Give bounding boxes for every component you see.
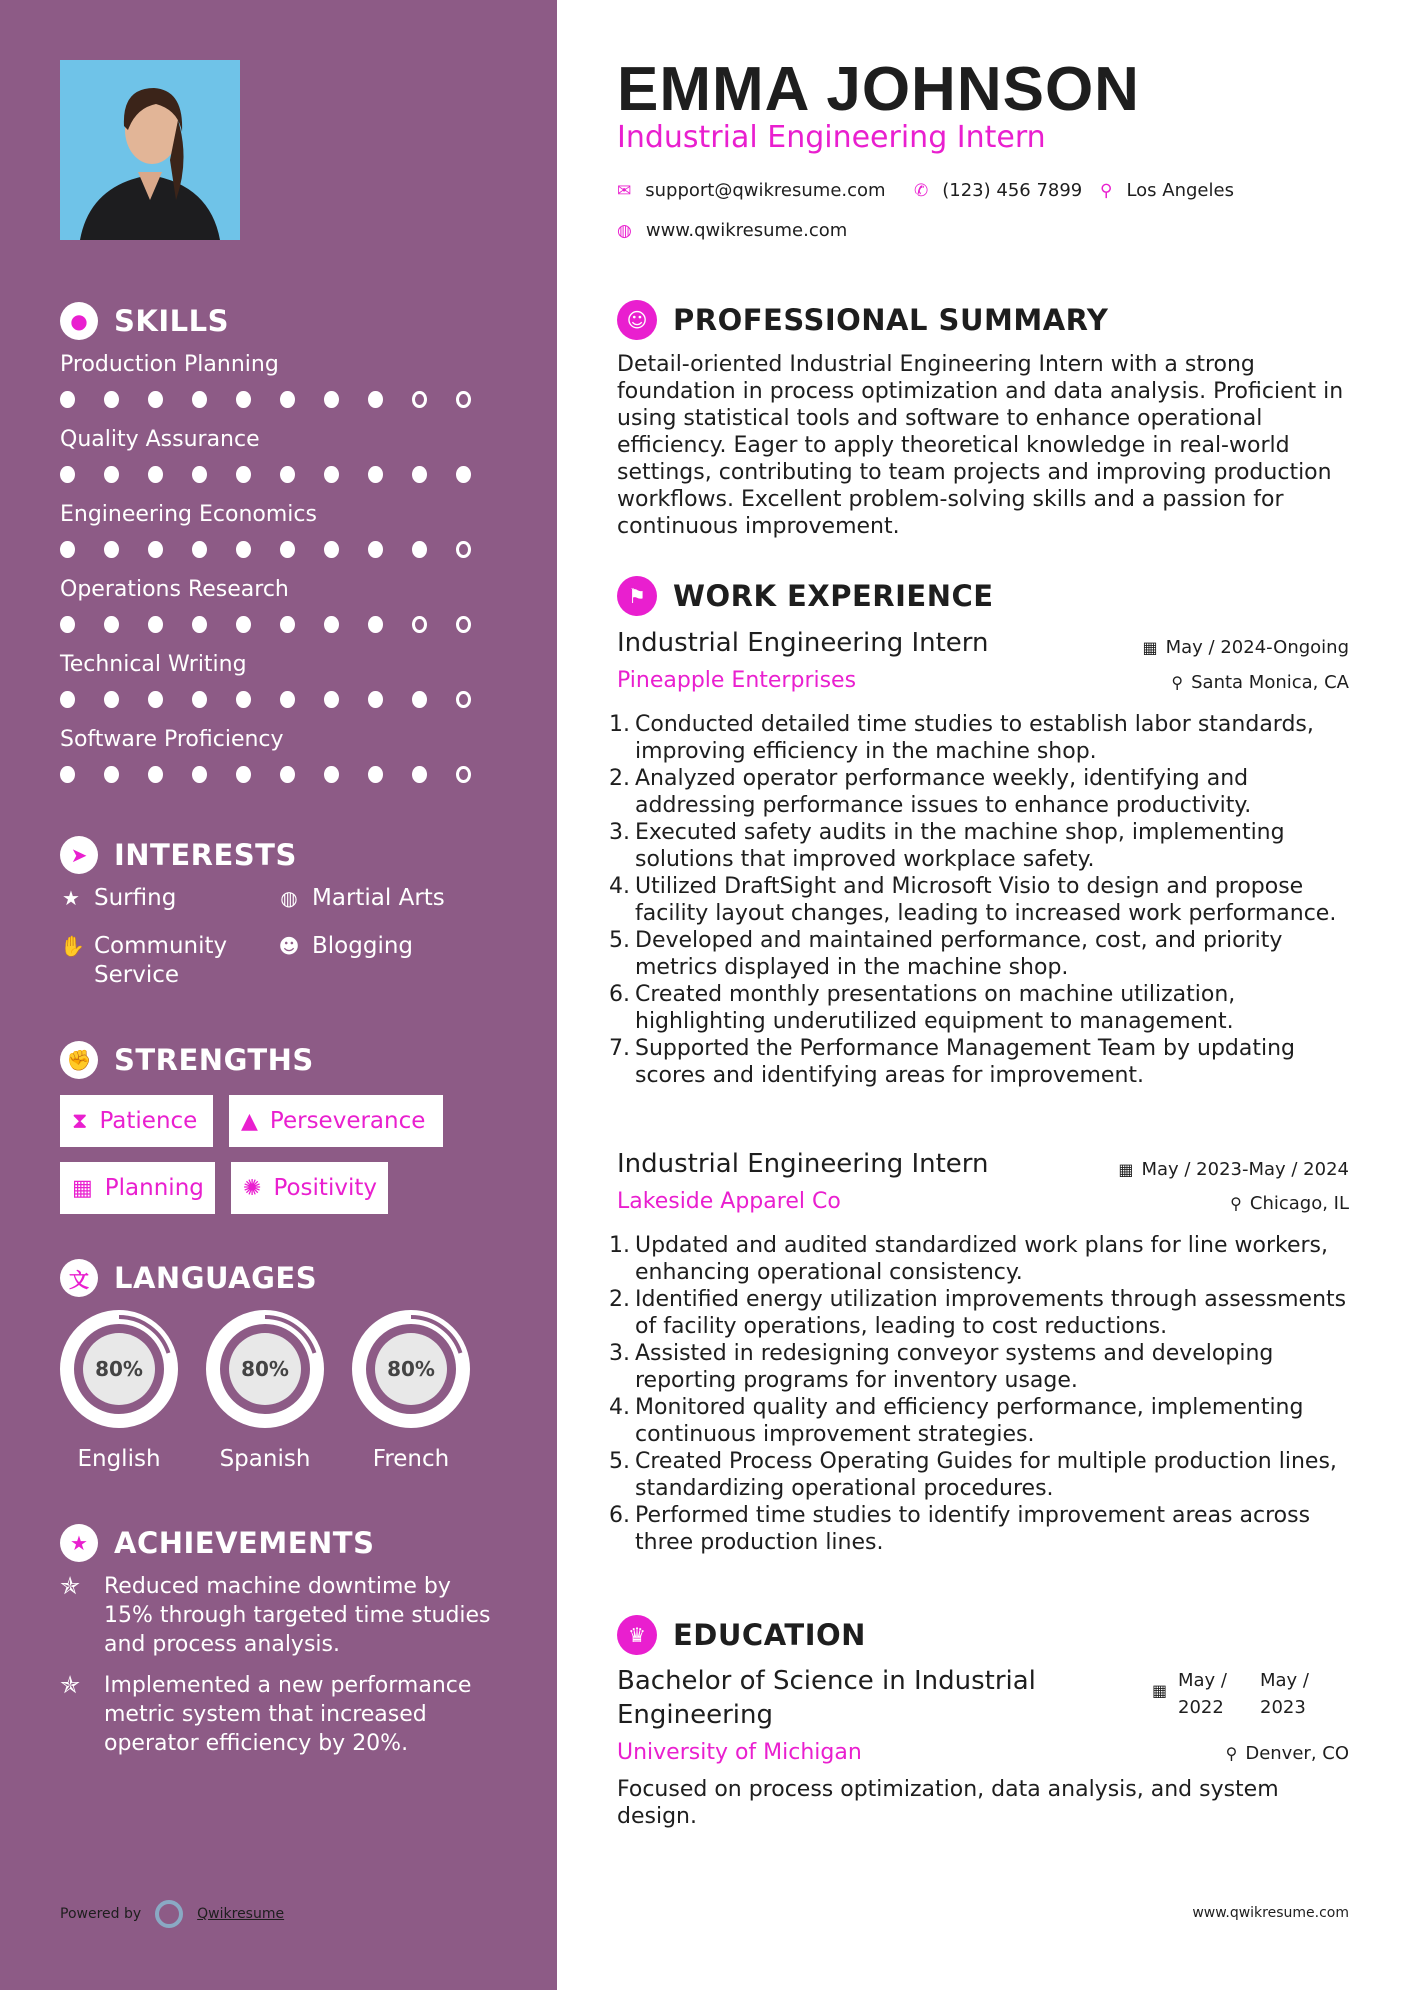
rating-dot-filled	[412, 466, 427, 483]
sidebar	[0, 0, 557, 1990]
rating-dot-filled	[104, 541, 119, 558]
interest-label: Community Service	[94, 933, 228, 988]
rating-dot-empty	[456, 766, 471, 783]
job-dates-text: May / 2024-Ongoing	[1165, 637, 1349, 658]
rating-dot-filled	[192, 541, 207, 558]
rating-dot-filled	[148, 541, 163, 558]
rating-dot-filled	[148, 466, 163, 483]
bullet-item	[609, 711, 1354, 765]
strength-badge	[60, 1162, 215, 1214]
pin-icon: ⚲	[1230, 1194, 1242, 1213]
education-header	[617, 1615, 866, 1655]
strengths-heading: STRENGTHS	[114, 1043, 314, 1077]
languages-heading: LANGUAGES	[114, 1261, 318, 1295]
language-item	[350, 1308, 472, 1472]
user-icon: ☺	[617, 300, 657, 340]
skills-header	[60, 302, 229, 340]
edu-start-line: 2022	[1178, 1697, 1224, 1718]
contact-email	[617, 180, 886, 201]
edu-end-line: May /	[1260, 1670, 1309, 1691]
rating-dot-filled	[192, 766, 207, 783]
rating-dot-filled	[280, 616, 295, 633]
bullet-text: Identified energy utilization improvements through assessments of facility operations, leading to cost reductions.	[635, 1287, 1347, 1339]
powered-brand-link[interactable]: Qwikresume	[197, 1906, 285, 1922]
rating-dot-empty	[456, 616, 471, 633]
rating-dot-filled	[280, 391, 295, 408]
job-dates	[1143, 637, 1350, 658]
edu-location-text: Denver, CO	[1245, 1743, 1349, 1764]
bullet-text: Executed safety audits in the machine shop, implementing solutions that improved workplace safety.	[635, 820, 1285, 872]
bullet-item	[609, 981, 1354, 1035]
job-dates	[1118, 1159, 1349, 1180]
rating-dot-filled	[280, 541, 295, 558]
lightbulb-icon: ●	[60, 302, 98, 340]
edu-start-line: May /	[1178, 1670, 1227, 1691]
phone-text: (123) 456 7899	[942, 180, 1083, 201]
bullet-text: Supported the Performance Management Team by updating scores and identifying areas for improvement.	[635, 1036, 1295, 1088]
skill-label: Engineering Economics	[60, 502, 317, 527]
job-dates-text: May / 2023-May / 2024	[1141, 1159, 1349, 1180]
job-bullets	[609, 711, 1354, 1089]
bullet-item	[609, 1394, 1354, 1448]
candidate-title: Industrial Engineering Intern	[617, 120, 1046, 155]
summary-text: Detail-oriented Industrial Engineering Intern with a strong foundation in process optimization and data analysis. Proficient in using statistical tools and software to enhance operational efficiency. Eager to apply theoretical knowledge in real-world settings, contributing to team projects and improving production workflows. Excellent problem-solving skills and a passion for continuous improvement.	[617, 352, 1344, 539]
interests-header	[60, 836, 297, 874]
skill-item	[60, 427, 500, 483]
language-ring	[204, 1308, 326, 1430]
interest-item	[278, 884, 445, 913]
footer-url[interactable]: www.qwikresume.com	[1192, 1905, 1349, 1921]
hand-icon: ✋	[60, 934, 85, 958]
interests-heading: INTERESTS	[114, 838, 297, 872]
education-heading: EDUCATION	[673, 1618, 866, 1652]
pin-icon: ⚲	[1171, 673, 1184, 692]
bullet-text: Created Process Operating Guides for multiple production lines, standardizing operational procedures.	[635, 1449, 1337, 1501]
calendar-icon: ▦	[1118, 1160, 1134, 1179]
skill-item	[60, 352, 500, 408]
interest-label: Surfing	[94, 885, 177, 911]
rating-dot-filled	[324, 691, 339, 708]
fist-icon: ✊	[60, 1041, 98, 1079]
summary-heading: PROFESSIONAL SUMMARY	[673, 303, 1109, 337]
language-name: English	[77, 1446, 161, 1472]
rating-dot-filled	[236, 391, 251, 408]
calendar-icon: ▦	[72, 1175, 93, 1201]
language-percent: 80%	[387, 1357, 435, 1381]
education-text: Focused on process optimization, data analysis, and system design.	[617, 1777, 1279, 1829]
rating-dot-filled	[324, 616, 339, 633]
bullet-number: 3.	[609, 820, 630, 845]
school-name: University of Michigan	[617, 1740, 862, 1765]
rating-dot-filled	[324, 391, 339, 408]
powered-prefix: Powered by	[60, 1906, 142, 1922]
bullet-text: Created monthly presentations on machine utilization, highlighting underutilized equipment to management.	[635, 982, 1236, 1034]
website-text[interactable]: www.qwikresume.com	[645, 220, 848, 241]
bullet-number: 6.	[609, 982, 630, 1007]
bullet-number: 2.	[609, 766, 630, 791]
globe-icon: ◍	[280, 886, 298, 910]
rating-dot-filled	[60, 391, 75, 408]
skill-item	[60, 502, 500, 558]
contact-location	[1100, 180, 1234, 201]
job-company: Pineapple Enterprises	[617, 668, 857, 693]
strength-label: Planning	[104, 1175, 204, 1201]
rating-dot-filled	[148, 691, 163, 708]
degree-title	[617, 1664, 1036, 1732]
interest-item	[60, 932, 260, 990]
language-item	[204, 1308, 326, 1472]
bullet-number: 4.	[609, 874, 630, 899]
experience-heading: WORK EXPERIENCE	[673, 579, 994, 613]
job-location	[1171, 672, 1349, 693]
interest-item	[60, 884, 176, 913]
skill-rating	[60, 466, 500, 483]
bullet-text: Monitored quality and efficiency performance, implementing continuous improvement strategies.	[635, 1395, 1304, 1447]
bullet-number: 6.	[609, 1503, 630, 1528]
edu-location	[1226, 1743, 1349, 1764]
shooting-star-icon: ✯	[60, 1671, 81, 1699]
interest-label: Martial Arts	[312, 885, 445, 911]
edu-end-line: 2023	[1260, 1697, 1306, 1718]
road-icon: ▲	[241, 1108, 258, 1134]
strength-label: Perseverance	[269, 1108, 426, 1134]
rating-dot-filled	[192, 391, 207, 408]
rating-dot-filled	[324, 541, 339, 558]
skills-heading: SKILLS	[114, 304, 229, 338]
calendar-icon: ▦	[1142, 638, 1158, 657]
bullet-text: Updated and audited standardized work plans for line workers, enhancing operational consistency.	[635, 1233, 1328, 1285]
map-pin-icon: ⚲	[1100, 180, 1113, 201]
rating-dot-filled	[104, 391, 119, 408]
skill-rating	[60, 616, 500, 633]
experience-header	[617, 576, 994, 616]
bullet-text: Developed and maintained performance, cost, and priority metrics displayed in the machine shop.	[635, 928, 1283, 980]
degree-line: Engineering	[617, 1700, 773, 1730]
achievement-item	[60, 1671, 500, 1758]
rating-dot-empty	[456, 691, 471, 708]
language-icon: 文	[60, 1259, 98, 1297]
skill-rating	[60, 541, 500, 558]
bullet-item	[609, 819, 1354, 873]
bullet-number: 7.	[609, 1036, 630, 1061]
powered-by	[60, 1900, 284, 1928]
bullet-text: Analyzed operator performance weekly, identifying and addressing performance issues to enhance productivity.	[635, 766, 1252, 818]
bullet-number: 4.	[609, 1395, 630, 1420]
bullet-item	[609, 1448, 1354, 1502]
rating-dot-empty	[456, 541, 471, 558]
rating-dot-filled	[280, 766, 295, 783]
chair-icon: ⚑	[617, 576, 657, 616]
skill-label: Technical Writing	[60, 652, 247, 677]
skill-label: Production Planning	[60, 352, 279, 377]
rating-dot-filled	[280, 466, 295, 483]
skill-item	[60, 577, 500, 633]
strength-badge	[231, 1162, 388, 1214]
skill-rating	[60, 391, 500, 408]
job-location-text: Santa Monica, CA	[1191, 672, 1349, 693]
rating-dot-filled	[148, 766, 163, 783]
job-company: Lakeside Apparel Co	[617, 1189, 841, 1214]
language-name: French	[372, 1446, 450, 1472]
email-text[interactable]: support@qwikresume.com	[645, 180, 886, 201]
phone-icon: ✆	[914, 180, 929, 201]
paper-plane-icon: ➤	[60, 836, 98, 874]
graduation-cap-icon: ♛	[617, 1615, 657, 1655]
strength-badge	[229, 1095, 443, 1147]
shooting-star-icon: ✯	[60, 1572, 81, 1600]
star-badge-icon: ★	[60, 1524, 98, 1562]
skill-label: Operations Research	[60, 577, 289, 602]
users-icon: ☻	[278, 934, 300, 958]
languages-header	[60, 1259, 317, 1297]
hourglass-icon: ⧗	[72, 1108, 88, 1134]
degree-line: Bachelor of Science in Industrial	[617, 1666, 1036, 1696]
rating-dot-filled	[104, 766, 119, 783]
rating-dot-filled	[412, 691, 427, 708]
rating-dot-filled	[236, 766, 251, 783]
rating-dot-filled	[368, 766, 383, 783]
bullet-item	[609, 1035, 1354, 1089]
rating-dot-filled	[192, 691, 207, 708]
rating-dot-filled	[192, 466, 207, 483]
rating-dot-filled	[104, 466, 119, 483]
rating-dot-filled	[280, 691, 295, 708]
bullet-item	[609, 873, 1354, 927]
bullet-number: 3.	[609, 1341, 630, 1366]
bullet-item	[609, 927, 1354, 981]
bullet-text: Assisted in redesigning conveyor systems and developing reporting programs for inventory usage.	[635, 1341, 1274, 1393]
skill-label: Software Proficiency	[60, 727, 284, 752]
rating-dot-filled	[60, 541, 75, 558]
envelope-icon: ✉	[617, 180, 632, 201]
rating-dot-filled	[104, 691, 119, 708]
sun-icon: ✺	[243, 1175, 262, 1201]
rating-dot-filled	[368, 691, 383, 708]
rating-dot-filled	[412, 766, 427, 783]
qwikresume-logo-icon	[155, 1900, 183, 1928]
pin-icon: ⚲	[1225, 1744, 1238, 1763]
strength-label: Positivity	[273, 1175, 377, 1201]
summary-header	[617, 300, 1108, 340]
job-location	[1230, 1193, 1349, 1214]
bullet-number: 5.	[609, 1449, 630, 1474]
bullet-item	[609, 1232, 1354, 1286]
rating-dot-filled	[324, 466, 339, 483]
language-ring	[350, 1308, 472, 1430]
bullet-item	[609, 765, 1354, 819]
rating-dot-filled	[236, 616, 251, 633]
calendar-icon: ▦	[1152, 1681, 1168, 1700]
bullet-item	[609, 1286, 1354, 1340]
job-location-text: Chicago, IL	[1249, 1193, 1349, 1214]
rating-dot-filled	[368, 541, 383, 558]
job-bullets	[609, 1232, 1354, 1556]
rating-dot-empty	[412, 391, 427, 408]
rating-dot-empty	[456, 391, 471, 408]
rating-dot-filled	[192, 616, 207, 633]
interest-label: Blogging	[312, 933, 414, 959]
rating-dot-filled	[368, 616, 383, 633]
language-item	[58, 1308, 180, 1472]
rating-dot-filled	[368, 466, 383, 483]
skill-rating	[60, 691, 500, 708]
interest-item	[278, 932, 413, 961]
rating-dot-filled	[236, 691, 251, 708]
rating-dot-filled	[324, 766, 339, 783]
rating-dot-filled	[236, 466, 251, 483]
star-icon: ★	[62, 886, 80, 910]
achievement-text: Reduced machine downtime by 15% through targeted time studies and process analysis.	[104, 1574, 491, 1657]
rating-dot-filled	[236, 541, 251, 558]
rating-dot-empty	[412, 616, 427, 633]
bullet-number: 1.	[609, 1233, 630, 1258]
edu-end	[1260, 1667, 1309, 1721]
globe-icon: ◍	[617, 220, 632, 241]
rating-dot-filled	[60, 691, 75, 708]
profile-photo	[60, 60, 240, 240]
bullet-number: 1.	[609, 712, 630, 737]
portrait-image	[60, 60, 240, 240]
rating-dot-filled	[60, 466, 75, 483]
job-title: Industrial Engineering Intern	[617, 1149, 989, 1179]
skill-label: Quality Assurance	[60, 427, 260, 452]
rating-dot-filled	[60, 616, 75, 633]
job-title: Industrial Engineering Intern	[617, 628, 989, 658]
bullet-item	[609, 1340, 1354, 1394]
rating-dot-filled	[148, 391, 163, 408]
bullet-text: Performed time studies to identify improvement areas across three production lines.	[635, 1503, 1311, 1555]
skill-item	[60, 727, 500, 783]
rating-dot-filled	[368, 391, 383, 408]
bullet-text: Conducted detailed time studies to establish labor standards, improving efficiency in the machine shop.	[635, 712, 1314, 764]
candidate-name: EMMA JOHNSON	[617, 55, 1140, 124]
bullet-item	[609, 1502, 1354, 1556]
contact-website	[617, 220, 847, 241]
achievements-header	[60, 1524, 374, 1562]
rating-dot-filled	[60, 766, 75, 783]
language-percent: 80%	[241, 1357, 289, 1381]
skill-rating	[60, 766, 500, 783]
skill-item	[60, 652, 500, 708]
achievement-text: Implemented a new performance metric system that increased operator efficiency by 20%.	[104, 1673, 472, 1756]
language-name: Spanish	[219, 1446, 311, 1472]
bullet-number: 2.	[609, 1287, 630, 1312]
strength-label: Patience	[99, 1108, 198, 1134]
achievements-heading: ACHIEVEMENTS	[114, 1526, 375, 1560]
achievement-item	[60, 1572, 500, 1659]
bullet-number: 5.	[609, 928, 630, 953]
strength-badge	[60, 1095, 213, 1147]
contact-phone	[914, 180, 1082, 201]
edu-start	[1178, 1667, 1227, 1721]
language-ring	[58, 1308, 180, 1430]
rating-dot-filled	[104, 616, 119, 633]
location-text: Los Angeles	[1126, 180, 1234, 201]
strengths-header	[60, 1041, 314, 1079]
bullet-text: Utilized DraftSight and Microsoft Visio to design and propose facility layout changes, leading to increased work performance.	[635, 874, 1337, 926]
language-percent: 80%	[95, 1357, 143, 1381]
rating-dot-filled	[412, 541, 427, 558]
rating-dot-filled	[456, 466, 471, 483]
rating-dot-filled	[148, 616, 163, 633]
